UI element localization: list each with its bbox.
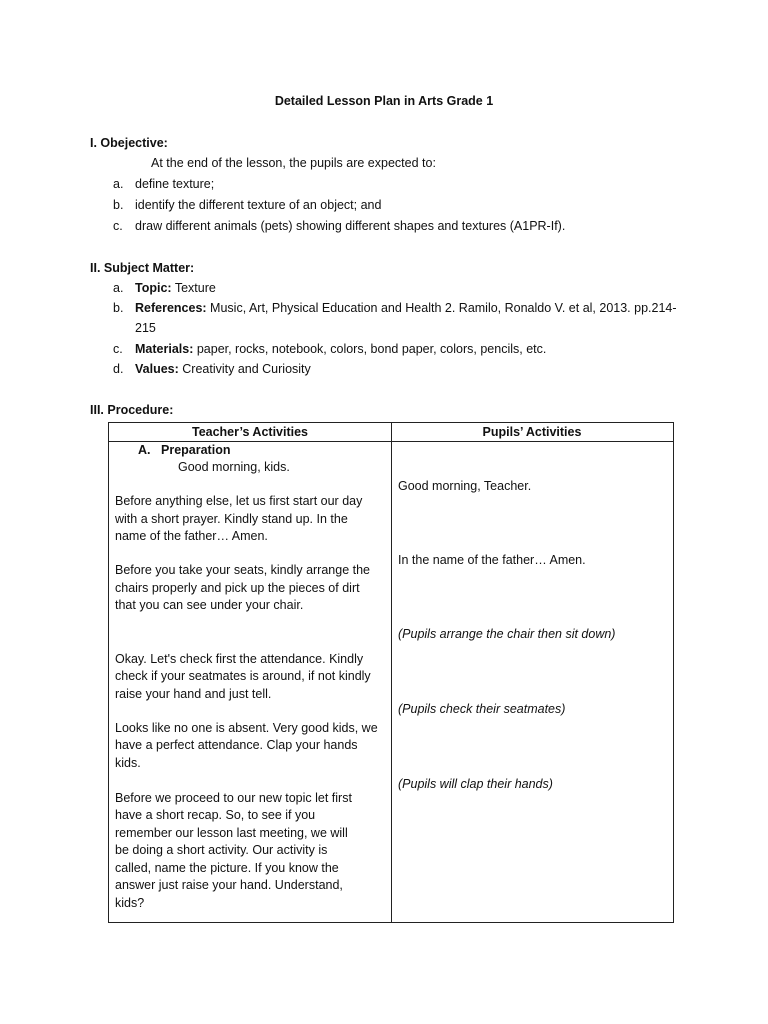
subject-item-values xyxy=(135,362,311,376)
subject-item-label: Materials: xyxy=(135,342,194,356)
objective-heading: I. Obejective: xyxy=(90,136,168,150)
subject-item-value: Creativity and Curiosity xyxy=(178,362,311,376)
subject-item-topic xyxy=(135,281,216,295)
teacher-line: remember our lesson last meeting, we will xyxy=(115,826,348,840)
teacher-line: check if your seatmates is around, if not kindly xyxy=(115,669,371,683)
teacher-line: that you can see under your chair. xyxy=(115,598,304,612)
objective-item-text: draw different animals (pets) showing different shapes and textures (A1PR-If). xyxy=(135,219,566,233)
pupil-response: In the name of the father… Amen. xyxy=(398,553,586,567)
pupil-response: Good morning, Teacher. xyxy=(398,479,532,493)
teacher-line: kids? xyxy=(115,896,145,910)
teacher-line: chairs properly and pick up the pieces of dirt xyxy=(115,581,360,595)
teacher-line: Okay. Let's check first the attendance. Kindly xyxy=(115,652,364,666)
subject-item-letter: d. xyxy=(113,362,124,376)
pupil-response: (Pupils will clap their hands) xyxy=(398,777,553,791)
objective-item-letter: a. xyxy=(113,177,124,191)
pupils-activities-header: Pupils’ Activities xyxy=(482,425,582,439)
teacher-line: Looks like no one is absent. Very good kids, we xyxy=(115,721,378,735)
section-heading-preparation: Preparation xyxy=(161,443,231,457)
pupil-response: (Pupils arrange the chair then sit down) xyxy=(398,627,616,641)
teacher-line: have a short recap. So, to see if you xyxy=(115,808,316,822)
subject-item-value: Texture xyxy=(171,281,216,295)
table-column-divider xyxy=(391,423,392,922)
procedure-heading: III. Procedure: xyxy=(90,403,174,417)
teacher-line: answer just raise your hand. Understand, xyxy=(115,878,343,892)
teacher-line: Before you take your seats, kindly arrange the xyxy=(115,563,371,577)
objective-item-letter: c. xyxy=(113,219,123,233)
teacher-line: raise your hand and just tell. xyxy=(115,687,272,701)
subject-item-value: Music, Art, Physical Education and Health 2. Ramilo, Ronaldo V. et al, 2013. pp.214- xyxy=(206,301,677,315)
subject-item-label: Topic: xyxy=(135,281,172,295)
teacher-line: called, name the picture. If you know the xyxy=(115,861,339,875)
subject-item-letter: c. xyxy=(113,342,123,356)
teacher-line: Before we proceed to our new topic let first xyxy=(115,791,352,805)
teacher-line: Before anything else, let us first start our day xyxy=(115,494,363,508)
teacher-line: kids. xyxy=(115,756,141,770)
pupil-response: (Pupils check their seatmates) xyxy=(398,702,566,716)
teacher-activities-header: Teacher’s Activities xyxy=(191,425,309,439)
subject-item-value: paper, rocks, notebook, colors, bond paper, colors, pencils, etc. xyxy=(193,342,547,356)
subject-item-letter: a. xyxy=(113,281,124,295)
procedure-table xyxy=(108,422,674,923)
teacher-line: Good morning, kids. xyxy=(178,460,290,474)
document-title: Detailed Lesson Plan in Arts Grade 1 xyxy=(274,94,494,108)
subject-item-label: Values: xyxy=(135,362,179,376)
objective-item-letter: b. xyxy=(113,198,124,212)
subject-matter-heading: II. Subject Matter: xyxy=(90,261,195,275)
objective-item-text: identify the different texture of an object; and xyxy=(135,198,382,212)
subject-item-references xyxy=(135,301,677,315)
objective-intro: At the end of the lesson, the pupils are expected to: xyxy=(151,156,436,170)
section-letter: A. xyxy=(138,443,151,457)
teacher-line: with a short prayer. Kindly stand up. In the xyxy=(115,512,348,526)
teacher-line: name of the father… Amen. xyxy=(115,529,268,543)
teacher-line: be doing a short activity. Our activity is xyxy=(115,843,328,857)
subject-item-letter: b. xyxy=(113,301,124,315)
subject-item-references-cont: 215 xyxy=(135,321,156,335)
subject-item-label: References: xyxy=(135,301,207,315)
teacher-line: have a perfect attendance. Clap your hands xyxy=(115,738,358,752)
subject-item-materials xyxy=(135,342,546,356)
objective-item-text: define texture; xyxy=(135,177,215,191)
